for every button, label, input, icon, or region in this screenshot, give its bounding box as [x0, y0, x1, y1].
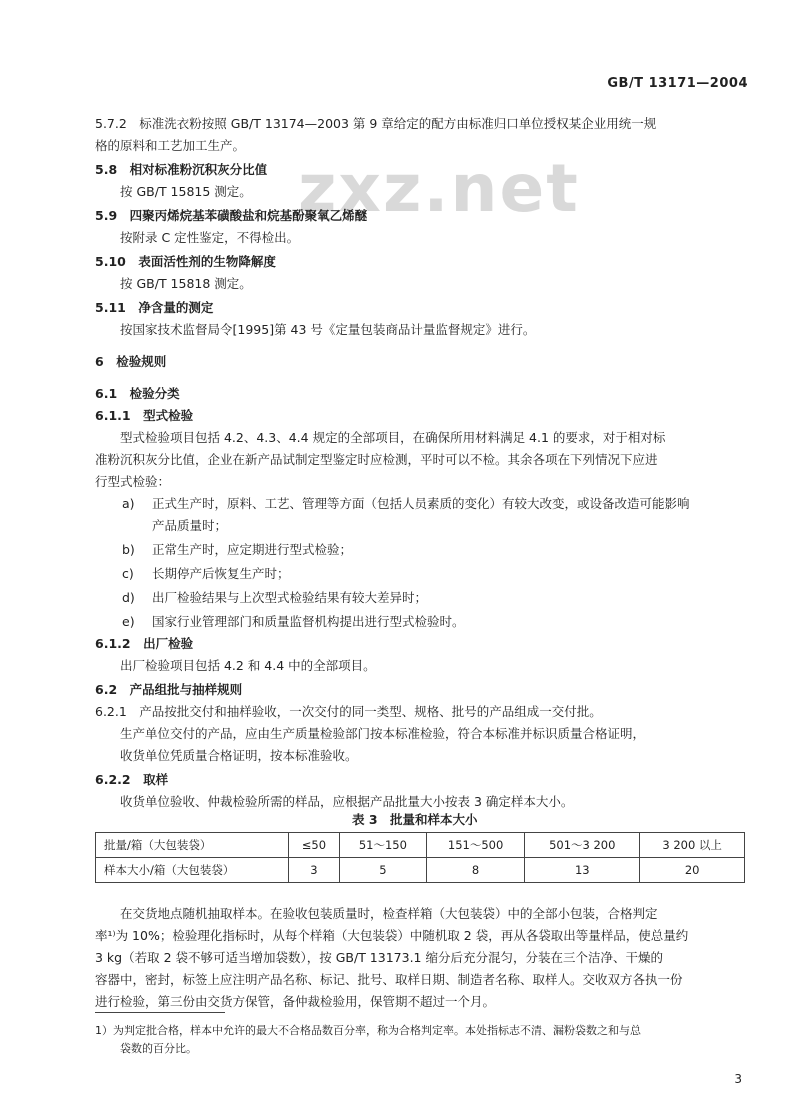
sampling-para-line2: 率¹⁾为 10%；检验理化指标时，从每个样箱（大包装袋）中随机取 2 袋，再从各袋取出等量样品，使总量约	[95, 928, 689, 943]
clause-5-9-body: 按附录 C 定性鉴定，不得检出。	[120, 230, 300, 245]
footnote-line1: 1）为判定批合格，样本中允许的最大不合格品数百分率，称为合格判定率。本处指标志不清、漏粉袋数之和与总	[95, 1024, 641, 1037]
list-item-a-text-cont: 产品质量时；	[152, 518, 228, 533]
table-3	[95, 832, 745, 883]
clause-5-9-title: 5.9 四聚丙烯烷基苯磺酸盐和烷基酚聚氧乙烯醚	[95, 208, 368, 223]
list-item-b-text: 正常生产时，应定期进行型式检验；	[152, 542, 353, 557]
list-item-a-text: 正式生产时，原料、工艺、管理等方面（包括人员素质的变化）有较大改变，或设备改造可能影响	[152, 496, 690, 511]
table-cell: 501～3 200	[525, 833, 640, 858]
list-item-a-marker: a)	[122, 496, 135, 511]
standard-code: GB/T 13171—2004	[607, 76, 748, 91]
clause-5-10-body: 按 GB/T 15818 测定。	[120, 276, 252, 291]
table-row-label: 批量/箱（大包装袋）	[96, 833, 289, 858]
list-item-b-marker: b)	[122, 542, 135, 557]
sampling-para-line5: 进行检验，第三份由交货方保管，备仲裁检验用，保管期不超过一个月。	[95, 994, 496, 1009]
clause-6-1-2-title: 6.1.2 出厂检验	[95, 636, 194, 651]
clause-6-1-1-line3: 行型式检验：	[95, 474, 171, 489]
clause-6-1-1-line2: 准粉沉积灰分比值，企业在新产品试制定型鉴定时应检测，平时可以不检。其余各项在下列情况下应进	[95, 452, 658, 467]
sampling-para-line1: 在交货地点随机抽取样本。在验收包装质量时，检查样箱（大包装袋）中的全部小包装，合格判定	[120, 906, 658, 921]
list-item-c-text: 长期停产后恢复生产时；	[152, 566, 290, 581]
clause-5-10-title: 5.10 表面活性剂的生物降解度	[95, 254, 276, 269]
clause-6-2-2-title: 6.2.2 取样	[95, 772, 169, 787]
clause-6-2-1-line1: 6.2.1 产品按批交付和抽样验收，一次交付的同一类型、规格、批号的产品组成一交付批。	[95, 704, 602, 719]
table-row-label: 样本大小/箱（大包装袋）	[96, 858, 289, 883]
footnote-line2: 袋数的百分比。	[120, 1042, 197, 1055]
clause-6-1-1-title: 6.1.1 型式检验	[95, 408, 194, 423]
list-item-d-marker: d)	[122, 590, 135, 605]
table-cell: 3 200 以上	[640, 833, 745, 858]
table-cell: 151～500	[426, 833, 524, 858]
table-cell: 51～150	[339, 833, 426, 858]
table-cell: ≤50	[289, 833, 340, 858]
table-cell: 13	[525, 858, 640, 883]
clause-6-1-2-body: 出厂检验项目包括 4.2 和 4.4 中的全部项目。	[120, 658, 376, 673]
page-number: 3	[734, 1072, 742, 1086]
clause-6-1-title: 6.1 检验分类	[95, 386, 180, 401]
clause-5-7-2-line1: 5.7.2 标准洗衣粉按照 GB/T 13174—2003 第 9 章给定的配方由标准归口单位授权某企业用统一规	[95, 116, 657, 131]
table-cell: 20	[640, 858, 745, 883]
table-row	[96, 858, 745, 883]
clause-6-2-1-line2: 生产单位交付的产品，应由生产质量检验部门按本标准检验，符合本标准并标识质量合格证明，	[120, 726, 646, 741]
watermark: zxz.net	[298, 150, 580, 227]
table-cell: 8	[426, 858, 524, 883]
table-row	[96, 833, 745, 858]
clause-5-8-body: 按 GB/T 15815 测定。	[120, 184, 252, 199]
clause-5-8-title: 5.8 相对标准粉沉积灰分比值	[95, 162, 268, 177]
clause-6-2-title: 6.2 产品组批与抽样规则	[95, 682, 243, 697]
table-cell: 3	[289, 858, 340, 883]
clause-6-1-1-line1: 型式检验项目包括 4.2、4.3、4.4 规定的全部项目，在确保所用材料满足 4.1 的要求，对于相对标	[120, 430, 666, 445]
footnote-divider	[95, 1012, 225, 1013]
sampling-para-line3: 3 kg（若取 2 袋不够可适当增加袋数），按 GB/T 13173.1 缩分后充分混匀，分装在三个洁净、干燥的	[95, 950, 663, 965]
clause-6-2-1-line3: 收货单位凭质量合格证明，按本标准验收。	[120, 748, 358, 763]
clause-5-11-body: 按国家技术监督局令[1995]第 43 号《定量包装商品计量监督规定》进行。	[120, 322, 536, 337]
clause-5-11-title: 5.11 净含量的测定	[95, 300, 214, 315]
sampling-para-line4: 容器中，密封，标签上应注明产品名称、标记、批号、取样日期、制造者名称、取样人。交收双方各执一份	[95, 972, 683, 987]
clause-6-2-2-body: 收货单位验收、仲裁检验所需的样品，应根据产品批量大小按表 3 确定样本大小。	[120, 794, 574, 809]
table-cell: 5	[339, 858, 426, 883]
clause-5-7-2-line2: 格的原料和工艺加工生产。	[95, 138, 246, 153]
list-item-e-text: 国家行业管理部门和质量监督机构提出进行型式检验时。	[152, 614, 465, 629]
chapter-6-title: 6 检验规则	[95, 354, 167, 369]
list-item-e-marker: e)	[122, 614, 135, 629]
list-item-d-text: 出厂检验结果与上次型式检验结果有较大差异时；	[152, 590, 428, 605]
table-3-title: 表 3 批量和样本大小	[352, 812, 478, 827]
list-item-c-marker: c)	[122, 566, 134, 581]
